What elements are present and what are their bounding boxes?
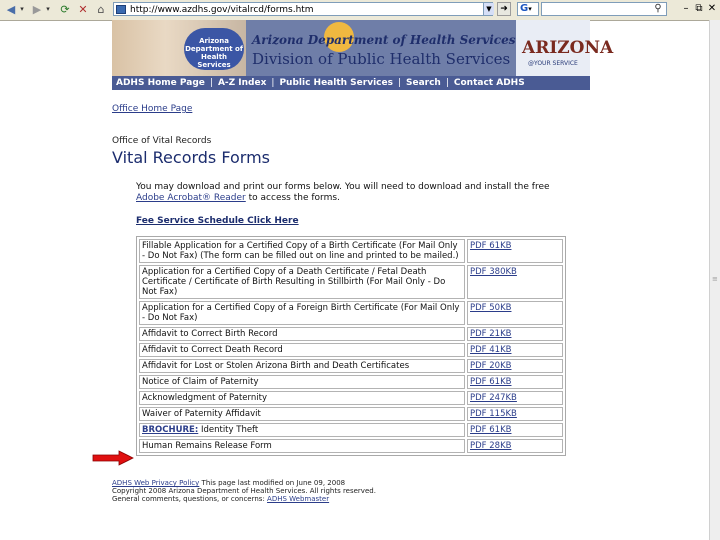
- form-description: Human Remains Release Form: [139, 439, 465, 453]
- restore-icon[interactable]: ⧉: [695, 3, 703, 14]
- form-pdf-link[interactable]: PDF 28KB: [467, 439, 563, 453]
- table-row: [139, 391, 563, 405]
- search-engine-badge: G: [520, 3, 529, 14]
- copyright-text: Copyright 2008 Arizona Department of Health Services. All rights reserved.: [112, 487, 376, 495]
- forward-arrow-icon[interactable]: ▶: [32, 3, 42, 16]
- vertical-scrollbar[interactable]: [709, 20, 720, 540]
- office-home-link[interactable]: Office Home Page: [112, 104, 193, 114]
- webmaster-link[interactable]: ADHS Webmaster: [267, 495, 330, 503]
- form-description: Affidavit to Correct Death Record: [139, 343, 465, 357]
- home-icon[interactable]: ⌂: [97, 3, 105, 16]
- intro-tail: to access the forms.: [248, 193, 340, 203]
- form-description: [139, 423, 465, 437]
- form-description: Notice of Claim of Paternity: [139, 375, 465, 389]
- address-dropdown-icon[interactable]: ▼: [483, 3, 494, 15]
- fee-schedule-link[interactable]: Fee Service Schedule Click Here: [136, 216, 299, 226]
- minimize-icon[interactable]: –: [683, 3, 689, 14]
- nav-separator: |: [445, 78, 449, 88]
- department-title: Arizona Department of Health Services: [252, 33, 516, 47]
- table-row: [139, 359, 563, 373]
- search-input[interactable]: [541, 2, 667, 16]
- form-pdf-link[interactable]: PDF 20KB: [467, 359, 563, 373]
- division-title: Division of Public Health Services: [252, 50, 511, 68]
- search-engine-selector[interactable]: [517, 2, 539, 16]
- brochure-title: Identity Theft: [198, 425, 259, 435]
- form-pdf-link[interactable]: PDF 380KB: [467, 265, 563, 299]
- nav-separator: |: [271, 78, 275, 88]
- form-pdf-link[interactable]: PDF 21KB: [467, 327, 563, 341]
- page-favicon-icon: [116, 5, 126, 14]
- form-description: Application for a Certified Copy of a Foreign Birth Certificate (For Mail Only - Do Not Fax): [139, 301, 465, 325]
- form-pdf-link[interactable]: PDF 115KB: [467, 407, 563, 421]
- table-row: [139, 407, 563, 421]
- site-banner: [112, 20, 614, 76]
- nav-item-contact-adhs[interactable]: Contact ADHS: [453, 78, 525, 88]
- nav-item-adhs-home[interactable]: ADHS Home Page: [116, 78, 205, 88]
- form-description: Fillable Application for a Certified Copy of a Birth Certificate (For Mail Only - Do Not Fax) (The form can be filled out on line and printed to be mailed.): [139, 239, 465, 263]
- brochure-link[interactable]: BROCHURE:: [142, 425, 199, 435]
- table-row: [139, 439, 563, 453]
- form-description: Waiver of Paternity Affidavit: [139, 407, 465, 421]
- forms-table: [136, 236, 566, 456]
- arizona-logo-subtext: @YOUR SERVICE: [528, 60, 578, 67]
- close-icon[interactable]: ✕: [707, 3, 717, 14]
- stop-icon[interactable]: ✕: [78, 3, 88, 16]
- form-pdf-link[interactable]: PDF 50KB: [467, 301, 563, 325]
- contact-text: General comments, questions, or concerns:: [112, 495, 265, 503]
- search-engine-dropdown-icon: ▾: [528, 5, 532, 13]
- table-row: [139, 375, 563, 389]
- table-row: [139, 343, 563, 357]
- table-row: [139, 239, 563, 263]
- adobe-reader-link[interactable]: Adobe Acrobat® Reader: [136, 193, 246, 203]
- page-title: Vital Records Forms: [112, 148, 270, 167]
- table-row: [139, 265, 563, 299]
- form-pdf-link[interactable]: PDF 41KB: [467, 343, 563, 357]
- footer-line-3: [112, 495, 592, 503]
- address-bar[interactable]: [113, 2, 493, 16]
- adhs-seal-logo[interactable]: Arizona Department of Health Services: [184, 28, 244, 70]
- intro-paragraph: [136, 182, 576, 204]
- back-dropdown-icon[interactable]: ▾: [20, 5, 24, 13]
- form-pdf-link[interactable]: PDF 247KB: [467, 391, 563, 405]
- nav-item-search[interactable]: Search: [406, 78, 441, 88]
- table-row: [139, 327, 563, 341]
- privacy-policy-link[interactable]: ADHS Web Privacy Policy: [112, 479, 200, 487]
- form-pdf-link[interactable]: PDF 61KB: [467, 375, 563, 389]
- arizona-logo-text: ARIZONA: [522, 38, 614, 58]
- nav-separator: |: [397, 78, 401, 88]
- table-row: [139, 423, 563, 437]
- nav-item-public-health-services[interactable]: Public Health Services: [279, 78, 393, 88]
- go-arrow-icon[interactable]: ➜: [497, 2, 511, 16]
- form-description: Acknowledgment of Paternity: [139, 391, 465, 405]
- page-footer: [112, 479, 592, 503]
- forward-dropdown-icon[interactable]: ▾: [46, 5, 50, 13]
- back-arrow-icon[interactable]: ◀: [6, 3, 16, 16]
- top-navigation: [112, 76, 590, 90]
- browser-toolbar: [0, 0, 720, 21]
- form-description: Affidavit to Correct Birth Record: [139, 327, 465, 341]
- refresh-icon[interactable]: ⟳: [60, 3, 70, 16]
- scrollbar-grip-icon[interactable]: ≡: [712, 275, 718, 283]
- office-label: Office of Vital Records: [112, 136, 212, 146]
- search-magnifier-icon[interactable]: ⚲: [654, 3, 662, 14]
- intro-text: You may download and print our forms below. You will need to download and install the free: [136, 182, 550, 192]
- footer-line-1: [112, 479, 592, 487]
- last-modified-text: This page last modified on June 09, 2008: [201, 479, 346, 487]
- address-url: http://www.azdhs.gov/vitalrcd/forms.htm: [130, 5, 314, 15]
- form-pdf-link[interactable]: PDF 61KB: [467, 239, 563, 263]
- form-description: Affidavit for Lost or Stolen Arizona Birth and Death Certificates: [139, 359, 465, 373]
- form-pdf-link[interactable]: PDF 61KB: [467, 423, 563, 437]
- red-pointer-arrow-icon: [93, 451, 133, 465]
- form-description: Application for a Certified Copy of a Death Certificate / Fetal Death Certificate / Certificate of Birth Resulting in Stillbirth (For Mail Only - Do Not Fax): [139, 265, 465, 299]
- arizona-logo[interactable]: [516, 20, 614, 76]
- nav-item-a-z-index[interactable]: A-Z Index: [217, 78, 267, 88]
- table-row: [139, 301, 563, 325]
- nav-separator: |: [209, 78, 213, 88]
